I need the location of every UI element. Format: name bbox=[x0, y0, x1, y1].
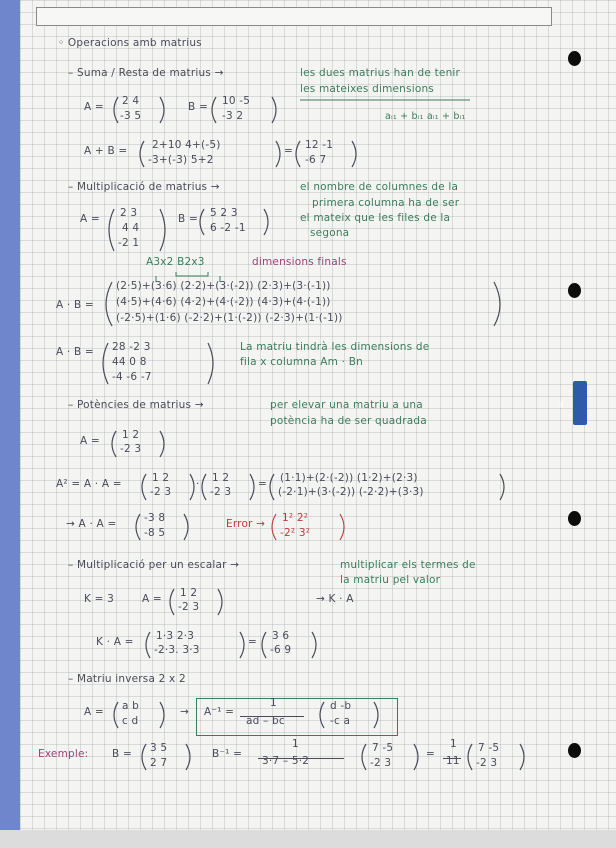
note-line-mult-dims-note: dimensions finals bbox=[252, 256, 347, 268]
note-line-mult-b-label: B = bbox=[178, 213, 198, 225]
note-line-scal-a-r1: 1 2 bbox=[180, 587, 198, 599]
note-line-ex-res-r2: -2 3 bbox=[476, 757, 498, 769]
note-line-sum-note-2: les mateixes dimensions bbox=[300, 83, 434, 95]
note-line-pow-sq-label: A² = A · A = bbox=[56, 478, 122, 490]
note-line-mult-note-4: segona bbox=[310, 227, 350, 239]
note-line-sum-a-label: A = bbox=[84, 101, 104, 113]
note-line-mult-dims: A3x2 B2x3 bbox=[146, 256, 205, 268]
note-line-scal-a-r2: -2 3 bbox=[178, 601, 200, 613]
note-line-ex-label: Exemple: bbox=[38, 748, 89, 760]
note-line-inv-label: A⁻¹ = bbox=[204, 706, 235, 718]
note-line-scal-a-label: A = bbox=[142, 593, 162, 605]
note-line-sum-elem: aᵢ₁ + bᵢ₁ aᵢ₁ + bᵢ₁ bbox=[385, 111, 466, 122]
note-line-scal-arrow: → K · A bbox=[316, 593, 354, 605]
note-line-pow-m1-r1: 1 2 bbox=[152, 472, 170, 484]
note-line-pow-a-r2: -2 3 bbox=[120, 443, 142, 455]
note-line-mult-ab-label: A · B = bbox=[56, 299, 94, 311]
note-line-sum-ab-r1: 2+10 4+(-5) bbox=[152, 139, 221, 151]
note-line-pow-m2-r1: 1 2 bbox=[212, 472, 230, 484]
note-line-pow-note-2: potència ha de ser quadrada bbox=[270, 415, 427, 427]
note-line-pow-error: Error → bbox=[226, 518, 266, 530]
note-line-pow-dot: · bbox=[196, 478, 200, 490]
note-line-pow-res-r2: -8 5 bbox=[144, 527, 166, 539]
note-line-pow-error-r2: -2² 3² bbox=[280, 527, 311, 539]
note-line-mult-b-r1: 5 2 3 bbox=[210, 207, 238, 219]
note-line-pow-m1-r2: -2 3 bbox=[150, 486, 172, 498]
note-line-sum-b-label: B = bbox=[188, 101, 208, 113]
note-line-mult-res-label: A · B = bbox=[56, 346, 94, 358]
note-line-mult-ab-r3: (-2·5)+(1·6) (-2·2)+(1·(-2)) (-2·3)+(1·(-1)) bbox=[116, 312, 343, 324]
note-line-mult-heading: – Multiplicació de matrius → bbox=[68, 181, 220, 193]
note-line-ex-b-r1: 3 5 bbox=[150, 742, 168, 754]
note-line-title: ◦ Operacions amb matrius bbox=[58, 37, 202, 49]
note-line-mult-a-label: A = bbox=[80, 213, 100, 225]
note-line-inv-adj-r1: d -b bbox=[330, 700, 352, 712]
note-line-inv-num: 1 bbox=[270, 697, 277, 709]
note-line-pow-note-1: per elevar una matriu a una bbox=[270, 399, 423, 411]
note-line-mult-a-r3: -2 1 bbox=[118, 237, 140, 249]
note-line-scal-ka-r2: -2·3. 3·3 bbox=[154, 644, 200, 656]
note-line-ex-den: 3·7 – 5·2 bbox=[262, 755, 310, 767]
note-line-scal-heading: – Multiplicació per un escalar → bbox=[68, 559, 240, 571]
note-line-scal-ka-label: K · A = bbox=[96, 636, 134, 648]
note-line-scal-note-1: multiplicar els termes de bbox=[340, 559, 476, 571]
note-line-sum-eq: = bbox=[284, 145, 293, 157]
note-line-ex-b-r2: 2 7 bbox=[150, 757, 168, 769]
note-line-sum-b-r2: -3 2 bbox=[222, 110, 244, 122]
note-line-mult-note-1: el nombre de columnes de la bbox=[300, 181, 459, 193]
note-line-sum-note-1: les dues matrius han de tenir bbox=[300, 67, 461, 79]
note-line-ex-num2: 1 bbox=[450, 738, 457, 750]
note-line-inv-heading: – Matriu inversa 2 x 2 bbox=[68, 673, 186, 685]
note-line-scal-res-r2: -6 9 bbox=[270, 644, 292, 656]
note-line-ex-b-label: B = bbox=[112, 748, 132, 760]
note-line-mult-ab-r1: (2·5)+(3·6) (2·2)+(3·(-2)) (2·3)+(3·(-1)) bbox=[116, 280, 331, 292]
note-line-pow-a-r1: 1 2 bbox=[122, 429, 140, 441]
note-line-mult-res-r3: -4 -6 -7 bbox=[112, 371, 152, 383]
note-line-scal-ka-r1: 1·3 2·3 bbox=[156, 630, 195, 642]
note-line-scal-res-r1: 3 6 bbox=[272, 630, 290, 642]
note-line-mult-ab-r2: (4·5)+(4·6) (4·2)+(4·(-2)) (4·3)+(4·(-1)) bbox=[116, 296, 331, 308]
page-tab-text: ME bbox=[559, 400, 566, 408]
note-line-inv-den: ad – bc bbox=[246, 715, 285, 727]
note-line-mult-a-r1: 2 3 bbox=[120, 207, 138, 219]
note-line-pow-eq: = bbox=[258, 478, 267, 490]
note-line-pow-res-label: → A · A = bbox=[66, 518, 117, 530]
note-line-sum-res-r1: 12 -1 bbox=[305, 139, 334, 151]
note-line-sum-ab-r2: -3+(-3) 5+2 bbox=[148, 154, 214, 166]
note-line-ex-adj-r1: 7 -5 bbox=[372, 742, 394, 754]
note-line-inv-a-r2: c d bbox=[122, 715, 139, 727]
note-line-inv-a-r1: a b bbox=[122, 700, 140, 712]
note-line-sum-ab-label: A + B = bbox=[84, 145, 128, 157]
note-line-pow-a-label: A = bbox=[80, 435, 100, 447]
note-line-mult-note-2: primera columna ha de ser bbox=[312, 197, 460, 209]
note-line-ex-res-r1: 7 -5 bbox=[478, 742, 500, 754]
note-line-mult-res-r1: 28 -2 3 bbox=[112, 341, 151, 353]
note-line-sum-heading: – Suma / Resta de matrius → bbox=[68, 67, 224, 79]
note-line-scal-note-2: la matriu pel valor bbox=[340, 574, 441, 586]
note-line-mult-b-r2: 6 -2 -1 bbox=[210, 222, 246, 234]
note-line-scal-eq: = bbox=[248, 636, 257, 648]
note-line-ex-den2: 11 bbox=[446, 755, 460, 767]
note-line-ex-num: 1 bbox=[292, 738, 299, 750]
note-line-ex-eq: = bbox=[426, 748, 435, 760]
note-line-inv-arrow: → bbox=[180, 706, 189, 718]
note-line-inv-a-label: A = bbox=[84, 706, 104, 718]
note-line-pow-heading: – Potències de matrius → bbox=[68, 399, 204, 411]
note-line-mult-note-3: el mateix que les files de la bbox=[300, 212, 451, 224]
note-line-sum-b-r1: 10 -5 bbox=[222, 95, 251, 107]
note-line-sum-a-r2: -3 5 bbox=[120, 110, 142, 122]
note-line-mult-res-r2: 44 0 8 bbox=[112, 356, 147, 368]
note-line-mult-a-r2: 4 4 bbox=[122, 222, 140, 234]
note-line-pow-error-r1: 1² 2² bbox=[282, 512, 309, 524]
note-line-sum-a-r1: 2 4 bbox=[122, 95, 140, 107]
note-line-scal-k: K = 3 bbox=[84, 593, 115, 605]
note-line-ex-inv-label: B⁻¹ = bbox=[212, 748, 243, 760]
note-line-mult-res-note-2: fila x columna Am · Bn bbox=[240, 356, 363, 368]
note-line-inv-adj-r2: -c a bbox=[330, 715, 351, 727]
note-line-sum-res-r2: -6 7 bbox=[305, 154, 327, 166]
note-line-mult-res-note-1: La matriu tindrà les dimensions de bbox=[240, 341, 430, 353]
note-line-pow-m2-r2: -2 3 bbox=[210, 486, 232, 498]
note-line-pow-r1: (1·1)+(2·(-2)) (1·2)+(2·3) bbox=[280, 472, 418, 484]
note-line-ex-adj-r2: -2 3 bbox=[370, 757, 392, 769]
note-line-pow-res-r1: -3 8 bbox=[144, 512, 166, 524]
note-line-pow-r2: (-2·1)+(3·(-2)) (-2·2)+(3·3) bbox=[278, 486, 424, 498]
